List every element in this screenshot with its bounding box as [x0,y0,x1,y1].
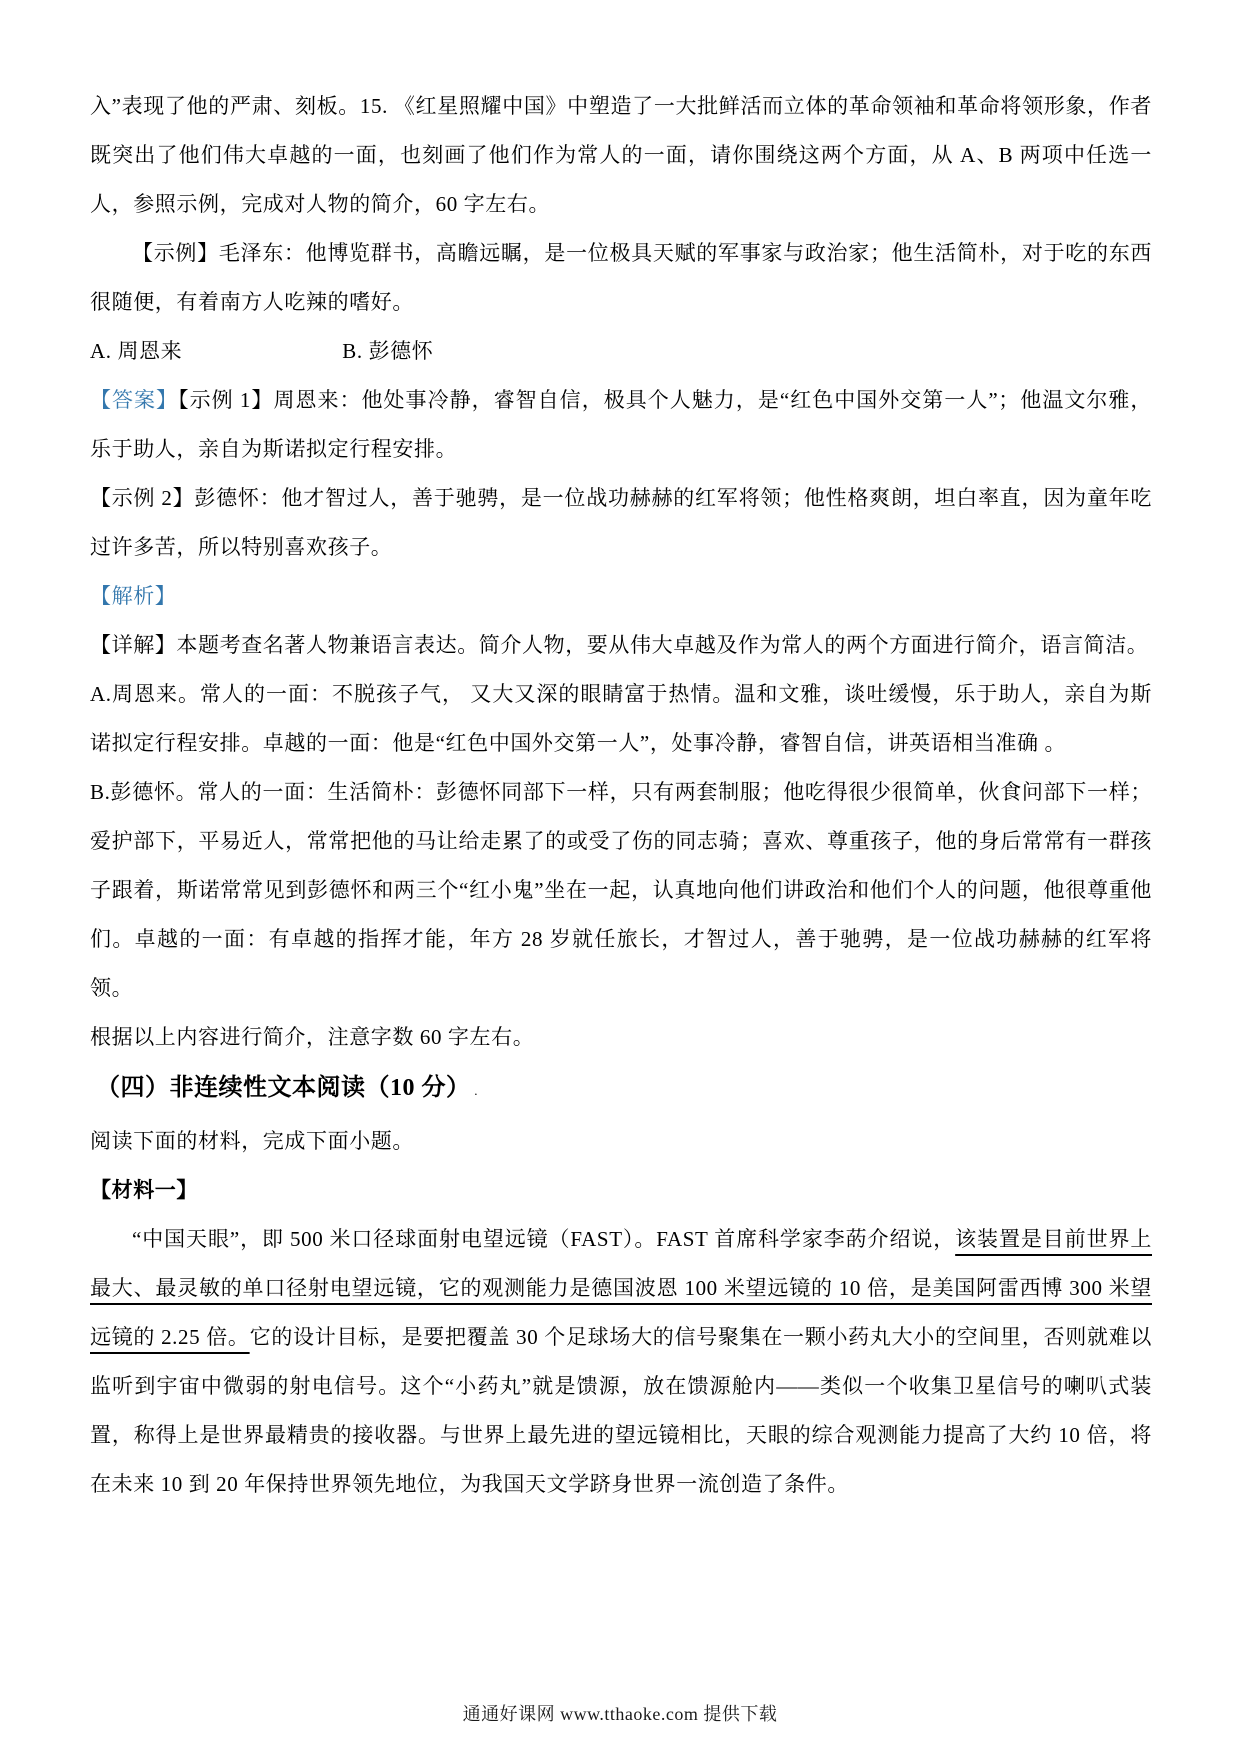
question-15 [90,82,1152,229]
footer-download-note: 通通好课网 www.tthaoke.com 提供下载 [462,1704,778,1724]
analysis-label [90,572,1152,621]
text-run: “中国天眼”，即 500 米口径球面射电望远镜（FAST）。FAST 首席科学家李菂介绍说， [132,1227,956,1251]
trailing-dot: . [470,1083,478,1098]
text-run: A.周恩来。常人的一面：不脱孩子气， 又大又深的眼睛富于热情。温和文雅，谈吐缓慢，乐于助人，亲自为斯诺拟定行程安排。卓越的一面：他是“红色中国外交第一人”，处事冷静，睿智自信，讲英语相当准确 。 [90,682,1152,755]
answer-label: 【答案】 [90,388,179,412]
text-run: 【示例】毛泽东：他博览群书，高瞻远瞩，是一位极具天赋的军事家与政治家；他生活简朴，对于吃的东西很随便，有着南方人吃辣的嗜好。 [90,241,1152,314]
text-run: 它的设计目标，是要把覆盖 30 个足球场大的信号聚集在一颗小药丸大小的空间里，否则就难以监听到宇宙中微弱的射电信号。这个“小药丸”就是馈源，放在馈源舱内——类似一个收集卫星信号的喇叭式装置，称得上是世界最精贵的接收器。与世界上最先进的望远镜相比，天眼的综合观测能力提高了大约 10 倍，将在未来 10 到 20 年保持世界领先地位，为我国天文学跻身世界一流创造了条件。 [90,1325,1152,1496]
option-a: A. 周恩来 [90,339,183,363]
explanation-zhou-enlai [90,670,1152,768]
material-1-label [90,1166,1152,1215]
summary-note [90,1013,1152,1062]
detail-explanation [90,621,1152,670]
document-body [90,82,1152,1509]
example-mao [90,229,1152,327]
text-run: 阅读下面的材料，完成下面小题。 [90,1129,414,1153]
text-run: 入”表现了他的严肃、刻板。15. 《红星照耀中国》中塑造了一大批鲜活而立体的革命领袖和革命将领形象，作者既突出了他们伟大卓越的一面，也刻画了他们作为常人的一面，请你围绕这两个方面，从 A、B 两项中任选一人，参照示例，完成对人物的简介，60 字左右。 [90,94,1152,216]
section-heading-4 [90,1062,1152,1117]
answer-example-2 [90,474,1152,572]
option-b: B. 彭德怀 [342,339,434,363]
reading-instruction [90,1117,1152,1166]
material-1-paragraph [90,1215,1152,1509]
options-a-b [90,327,1152,376]
text-run: 根据以上内容进行简介，注意字数 60 字左右。 [90,1025,535,1049]
text-run: 【示例 1】周恩来：他处事冷静，睿智自信，极具个人魅力，是“红色中国外交第一人”；他温文尔雅，乐于助人，亲自为斯诺拟定行程安排。 [90,388,1152,461]
material-label: 【材料一】 [90,1178,198,1202]
section-title: （四）非连续性文本阅读（10 分） [96,1075,471,1101]
underlined-passage: 该装置是目前世界上最大、最灵敏的单口径射电望远镜，它的观测能力是德国波恩 100 米望远镜的 10 倍，是美国阿雷西博 300 米望远镜的 2.25 倍。 [90,1227,1152,1349]
text-run: B.彭德怀。常人的一面：生活简朴：彭德怀同部下一样，只有两套制服；他吃得很少很简单，伙食问部下一样；爱护部下，平易近人，常常把他的马让给走累了的或受了伤的同志骑；喜欢、尊重孩子，他的身后常常有一群孩子跟着，斯诺常常见到彭德怀和两三个“红小鬼”坐在一起，认真地向他们讲政治和他们个人的问题，他很尊重他们。卓越的一面：有卓越的指挥才能，年方 28 岁就任旅长，才智过人，善于驰骋，是一位战功赫赫的红军将领。 [90,780,1152,1000]
text-run: 【详解】本题考查名著人物兼语言表达。简介人物，要从伟大卓越及作为常人的两个方面进行简介，语言简洁。 [90,633,1149,657]
text-run: 【示例 2】彭德怀：他才智过人，善于驰骋，是一位战功赫赫的红军将领；他性格爽朗，坦白率直，因为童年吃过许多苦，所以特别喜欢孩子。 [90,486,1152,559]
analysis-label: 【解析】 [90,584,177,608]
answer-example-1 [90,376,1152,474]
explanation-peng-dehuai [90,768,1152,1013]
